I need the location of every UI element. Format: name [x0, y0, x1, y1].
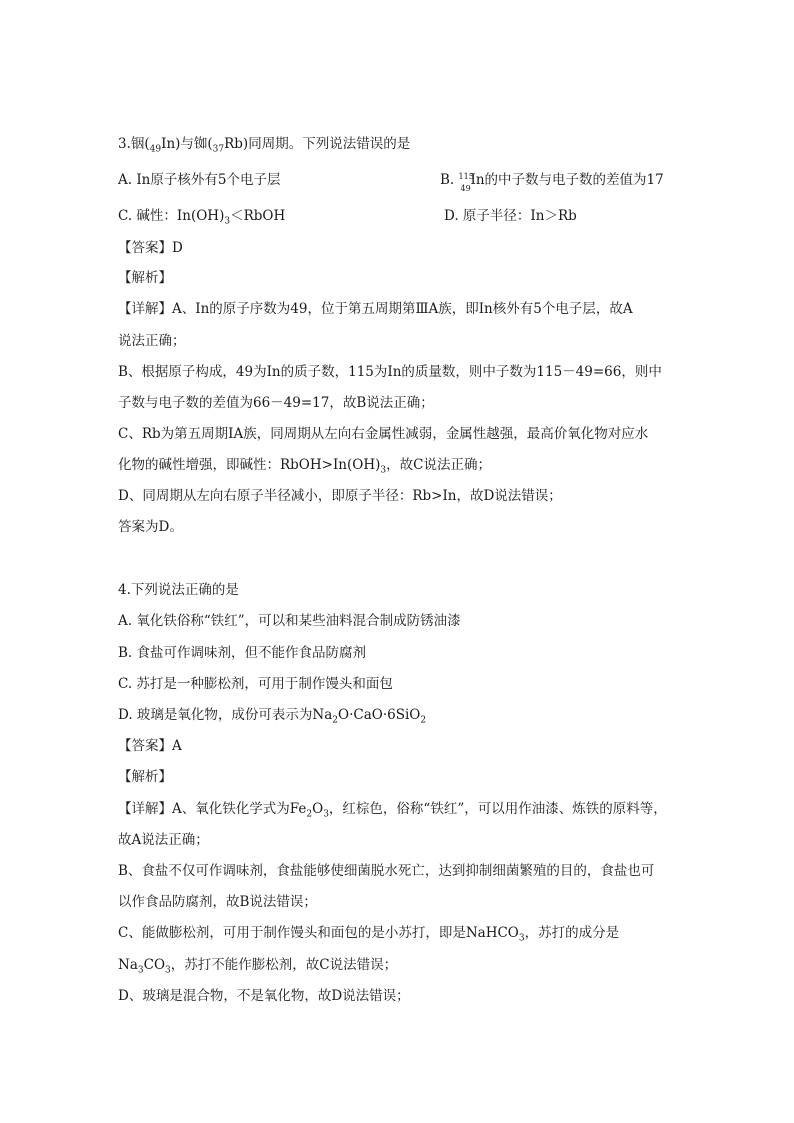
q3-detail-line: 子数与电子数的差值为66－49=17，故B说法正确； [118, 395, 434, 411]
q3-detail-sub: 3 [380, 465, 387, 476]
q4-detail-text: Na [118, 957, 138, 973]
q3-option-c [118, 206, 285, 226]
q4-option-d-text: O·CaO·6SiO [338, 707, 421, 723]
q4-detail-text: 【详解】A、氧化铁化学式为Fe [118, 801, 307, 817]
q4-option-d-sub: 2 [420, 715, 427, 726]
q4-detail-line [118, 955, 397, 975]
q4-detail-sub: 3 [518, 933, 525, 944]
q3-detail-line: C、Rb为第五周期IA族，同周期从左向右金属性减弱，金属性越强，最高价氧化物对应水 [118, 426, 649, 442]
q3-detail-line: B、根据原子构成，49为In的质子数，115为In的质量数，则中子数为115－49=66，则中 [118, 364, 662, 380]
q4-detail-sub: 3 [137, 965, 144, 976]
q4-option-d-text: D. 玻璃是氧化物，成份可表示为Na [118, 707, 333, 723]
q3-detail-line: 说法正确； [118, 333, 186, 349]
q3-stem [118, 134, 410, 154]
q3-option-c-sub: 3 [224, 216, 231, 227]
mass-number: 115 [458, 172, 474, 181]
q4-detail-line: D、玻璃是混合物，不是氧化物，故D说法错误； [118, 988, 410, 1004]
q4-option-c: C. 苏打是一种膨松剂，可用于制作馒头和面包 [118, 676, 393, 692]
atomic-number: 49 [460, 184, 471, 193]
q3-option-d: D. 原子半径：In＞Rb [444, 208, 577, 224]
q4-detail-line: B、食盐不仅可作调味剂，食盐能够使细菌脱水死亡，达到抑制细菌繁殖的目的，食盐也可 [118, 863, 655, 879]
q3-option-b-label: B. [440, 172, 455, 188]
q4-stem: 4.下列说法正确的是 [118, 582, 239, 598]
q3-option-b-isotope [458, 170, 474, 193]
q4-option-d [118, 705, 426, 725]
q4-detail-sub: 3 [165, 965, 171, 976]
q3-stem-sub-rb: 37 [212, 144, 225, 155]
q3-option-c-text: ＜RbOH [230, 208, 286, 224]
q4-detail-line [118, 799, 667, 819]
q3-stem-sub-in: 49 [149, 144, 162, 155]
q3-stem-text: Rb)同周期。下列说法错误的是 [224, 136, 411, 152]
q3-answer: 【答案】D [118, 240, 183, 256]
q3-stem-text: 3.铟( [118, 136, 150, 152]
q4-answer: 【答案】A [118, 738, 182, 754]
q4-detail-text: ，苏打不能作膨松剂，故C说法错误； [170, 957, 398, 973]
q4-option-a: A. 氧化铁俗称“铁红”，可以和某些油料混合制成防锈油漆 [118, 613, 461, 629]
q3-detail-text: ，故C说法正确； [386, 457, 491, 473]
q3-detail-line: 【详解】A、In的原子序数为49，位于第五周期第ⅢA族，即In核外有5个电子层，故A [118, 301, 633, 317]
q4-detail-sub: 2 [306, 809, 313, 820]
q4-detail-sub: 3 [323, 809, 329, 820]
q3-analysis-heading: 【解析】 [118, 270, 172, 286]
q4-detail-line [118, 923, 619, 943]
q3-detail-text: 化物的碱性增强，即碱性：RbOH>In(OH) [118, 457, 381, 473]
q3-stem-text: In)与铷( [161, 136, 213, 152]
q4-option-d-sub: 2 [332, 715, 339, 726]
q3-option-b-text: In的中子数与电子数的差值为17 [470, 172, 664, 188]
q4-analysis-heading: 【解析】 [118, 769, 172, 785]
q4-option-b: B. 食盐可作调味剂，但不能作食品防腐剂 [118, 645, 367, 661]
q3-conclusion: 答案为D。 [118, 519, 183, 535]
q3-option-b [440, 170, 664, 193]
q4-detail-line: 以作食品防腐剂，故B说法错误； [118, 894, 317, 910]
q4-detail-text: O [312, 801, 324, 817]
q3-option-a: A. In原子核外有5个电子层 [118, 172, 281, 188]
q4-detail-text: CO [143, 957, 166, 973]
q3-option-c-text: C. 碱性：In(OH) [118, 208, 225, 224]
q3-detail-line: D、同周期从左向右原子半径减小，即原子半径：Rb>In，故D说法错误； [118, 488, 562, 504]
q4-detail-text: C、能做膨松剂，可用于制作馒头和面包的是小苏打，即是NaHCO [118, 925, 519, 941]
q4-detail-text: ，红棕色，俗称“铁红”，可以用作油漆、炼铁的原料等， [328, 801, 667, 817]
q4-detail-line: 故A说法正确； [118, 832, 209, 848]
q3-detail-line [118, 455, 491, 475]
q4-detail-text: ，苏打的成分是 [524, 925, 620, 941]
